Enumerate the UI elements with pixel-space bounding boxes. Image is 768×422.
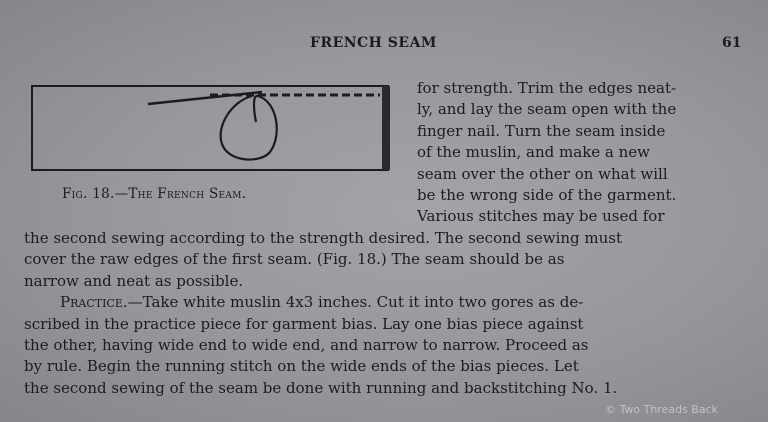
french-seam-figure <box>30 82 396 174</box>
practice-label: Practice. <box>60 293 128 312</box>
text-line: by rule. Begin the running stitch on the wide ends of the bias pieces. Let <box>24 357 579 376</box>
text-line: scribed in the practice piece for garment bias. Lay one bias piece against <box>24 314 584 333</box>
text-line: the second sewing of the seam be done with running and backstitching No. 1. <box>24 378 618 397</box>
caption-title: The French Seam. <box>128 186 247 202</box>
text-line: ly, and lay the seam open with the <box>417 100 677 119</box>
text-line: cover the raw edges of the first seam. (Fig. 18.) The seam should be as <box>24 250 565 269</box>
french-seam-illustration-icon <box>30 82 396 174</box>
body-text <box>0 228 768 399</box>
text-line: be the wrong side of the garment. <box>417 186 677 205</box>
text-line: of the muslin, and make a new <box>417 143 651 162</box>
caption-prefix: Fig. 18.— <box>62 186 129 202</box>
text-line: the other, having wide end to wide end, and narrow to narrow. Proceed as <box>24 336 589 355</box>
practice-paragraph-start <box>60 292 746 313</box>
text-line: seam over the other on what will <box>417 164 668 183</box>
figure-caption <box>62 186 246 202</box>
practice-first-line: —Take white muslin 4x3 inches. Cut it into two gores as de- <box>127 293 584 312</box>
text-line: the second sewing according to the strength desired. The second sewing must <box>24 229 623 247</box>
side-column-text <box>417 78 747 228</box>
watermark: © Two Threads Back <box>605 403 719 416</box>
text-line: for strength. Trim the edges neat- <box>417 79 677 97</box>
text-line: narrow and neat as possible. <box>24 271 244 290</box>
running-head: FRENCH SEAM <box>310 35 437 51</box>
page-number: 61 <box>722 35 742 51</box>
text-line: Various stitches may be used for <box>417 207 665 226</box>
text-line: finger nail. Turn the seam inside <box>417 121 666 140</box>
